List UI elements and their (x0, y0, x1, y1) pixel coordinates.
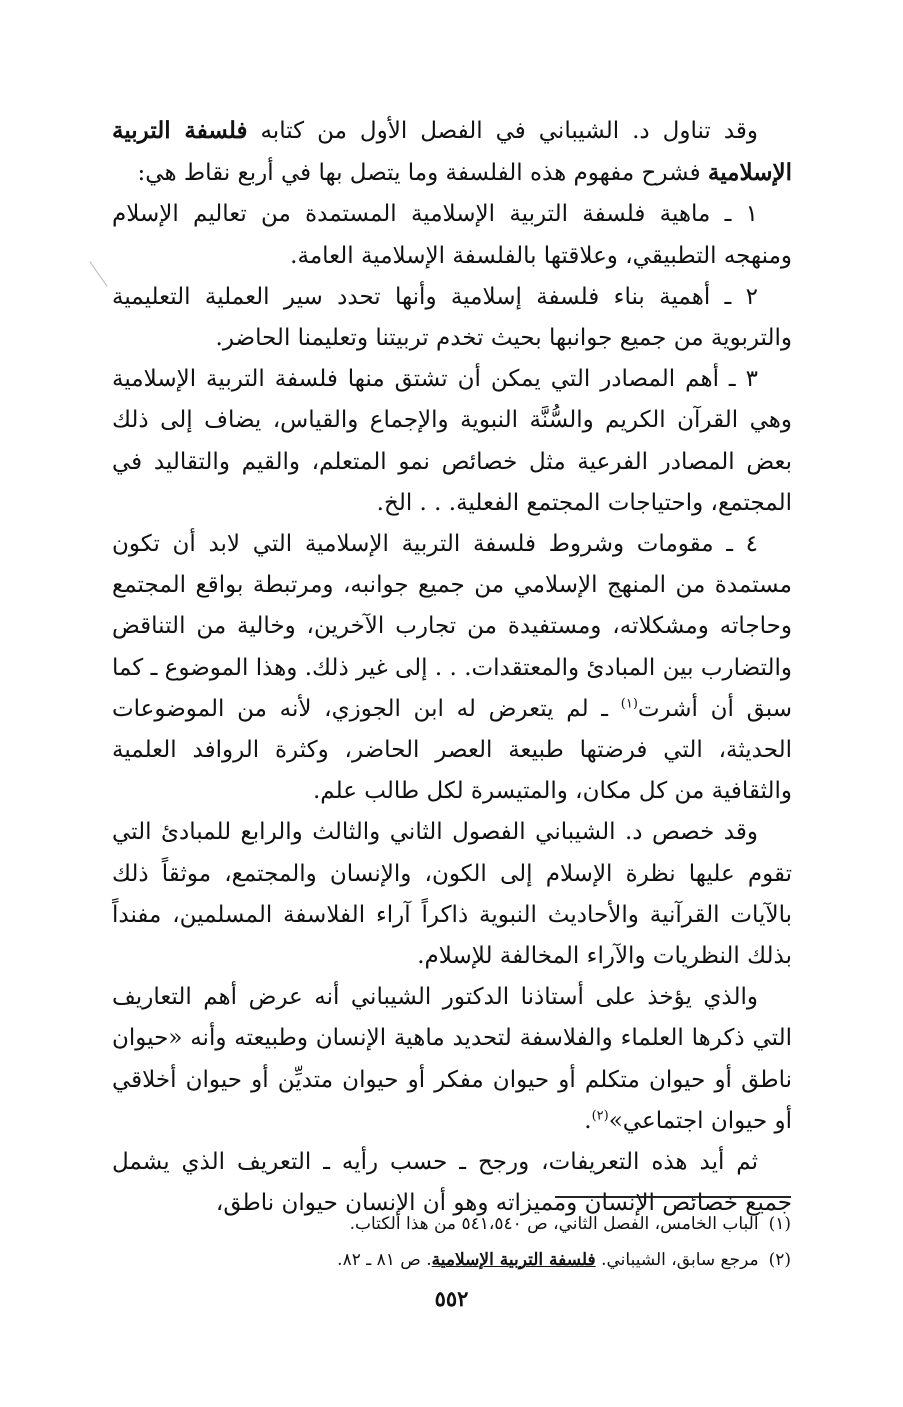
footnote-2-pages: . ص ٨١ ـ ٨٢. (337, 1250, 432, 1270)
paragraph-intro-text-end: فشرح مفهوم هذه الفلسفة وما يتصل بها في أربع نقاط هي: (137, 160, 708, 187)
paragraph-critique-end: . (584, 1107, 592, 1134)
point-4-text: ٤ ـ مقومات وشروط فلسفة التربية الإسلامية التي لابد أن تكون مستمدة من المنهج الإسلامي من جميع جوانبه، ومرتبطة بواقع المجتمع وحاجاته ومشكلاته، ومستفيدة من تجارب الآخرين، وخالية من التناقض والتضارب بين المبادئ والمعتقدات. . . إلى غير ذلك. وهذا الموضوع ـ كما سبق أن أشرت (112, 531, 792, 722)
footnote-1-number: (١) (768, 1214, 791, 1234)
scan-mark (89, 261, 107, 286)
paragraph-intro (112, 110, 792, 194)
footnote-ref-1: (١) (620, 696, 638, 712)
point-3: ٣ ـ أهم المصادر التي يمكن أن تشتق منها فلسفة التربية الإسلامية وهي القرآن الكريم والسُّنَّة النبوية والإجماع والقياس، يضاف إلى ذلك بعض المصادر الفرعية مثل خصائص نمو المتعلم، والقيم والتقاليد في المجتمع، واحتياجات المجتمع الفعلية. . . الخ. (112, 366, 792, 516)
footnotes (111, 1206, 791, 1278)
paragraph-critique (112, 977, 792, 1142)
footnote-1-text: الباب الخامس، الفصل الثاني، ص ٥٤١،٥٤٠ من هذا الكتاب. (349, 1214, 759, 1234)
paragraph-definition: ثم أيد هذه التعريفات، ورجح ـ حسب رأيه ـ التعريف الذي يشمل جميع خصائص الإنسان ومميزاته وهو أن الإنسان حيوان ناطق، (112, 1149, 792, 1217)
book-title: فلسفة التربية الإسلامية (112, 117, 792, 187)
point-4 (112, 524, 792, 812)
paragraph-principles: وقد خصص د. الشيباني الفصول الثاني والثالث والرابع للمبادئ التي تقوم عليها نظرة الإسلام إلى الكون، والإنسان والمجتمع، موثقاً ذلك بالآيات القرآنية والأحاديث النبوية ذاكراً آراء الفلاسفة المسلمين، مفنداً بذلك النظريات والآراء المخالفة للإسلام. (112, 819, 792, 970)
paragraph-intro-text: وقد تناول د. الشيباني في الفصل الأول من كتابه (247, 118, 758, 144)
footnote-2 (111, 1242, 791, 1278)
page-number: ٥٥٢ (434, 1286, 469, 1311)
point-1: ١ ـ ماهية فلسفة التربية الإسلامية المستمدة من تعاليم الإسلام ومنهجه التطبيقي، وعلاقتها بالفلسفة الإسلامية العامة. (112, 201, 792, 269)
footnote-2-text: مرجع سابق، الشيباني. (595, 1250, 759, 1270)
main-text (112, 110, 792, 1224)
footnote-ref-2: (٢) (591, 1108, 609, 1124)
point-4-text-end: ـ لم يتعرض له ابن الجوزي، لأنه من الموضوعات الحديثة، التي فرضتها طبيعة العصر الحاضر، وكثرة الروافد العلمية والثقافية من كل مكان، والمتيسرة لكل طالب علم. (112, 695, 792, 805)
paragraph-critique-text: والذي يؤخذ على أستاذنا الدكتور الشيباني أنه عرض أهم التعاريف التي ذكرها العلماء والفلاسفة لتحديد ماهية الإنسان وطبيعته وأنه «حيوان ناطق أو حيوان متكلم أو حيوان مفكر أو حيوان متديِّن أو حيوان أخلاقي أو حيوان اجتماعي» (112, 984, 792, 1134)
footnote-2-number: (٢) (768, 1250, 791, 1270)
footnote-2-title: فلسفة التربية الإسلامية (431, 1250, 596, 1270)
footnote-divider (555, 1196, 791, 1198)
point-2: ٢ ـ أهمية بناء فلسفة إسلامية وأنها تحدد سير العملية التعليمية والتربوية من جميع جوانبها بحيث تخدم تربيتنا وتعليمنا الحاضر. (112, 283, 792, 352)
footnote-1 (111, 1206, 791, 1242)
